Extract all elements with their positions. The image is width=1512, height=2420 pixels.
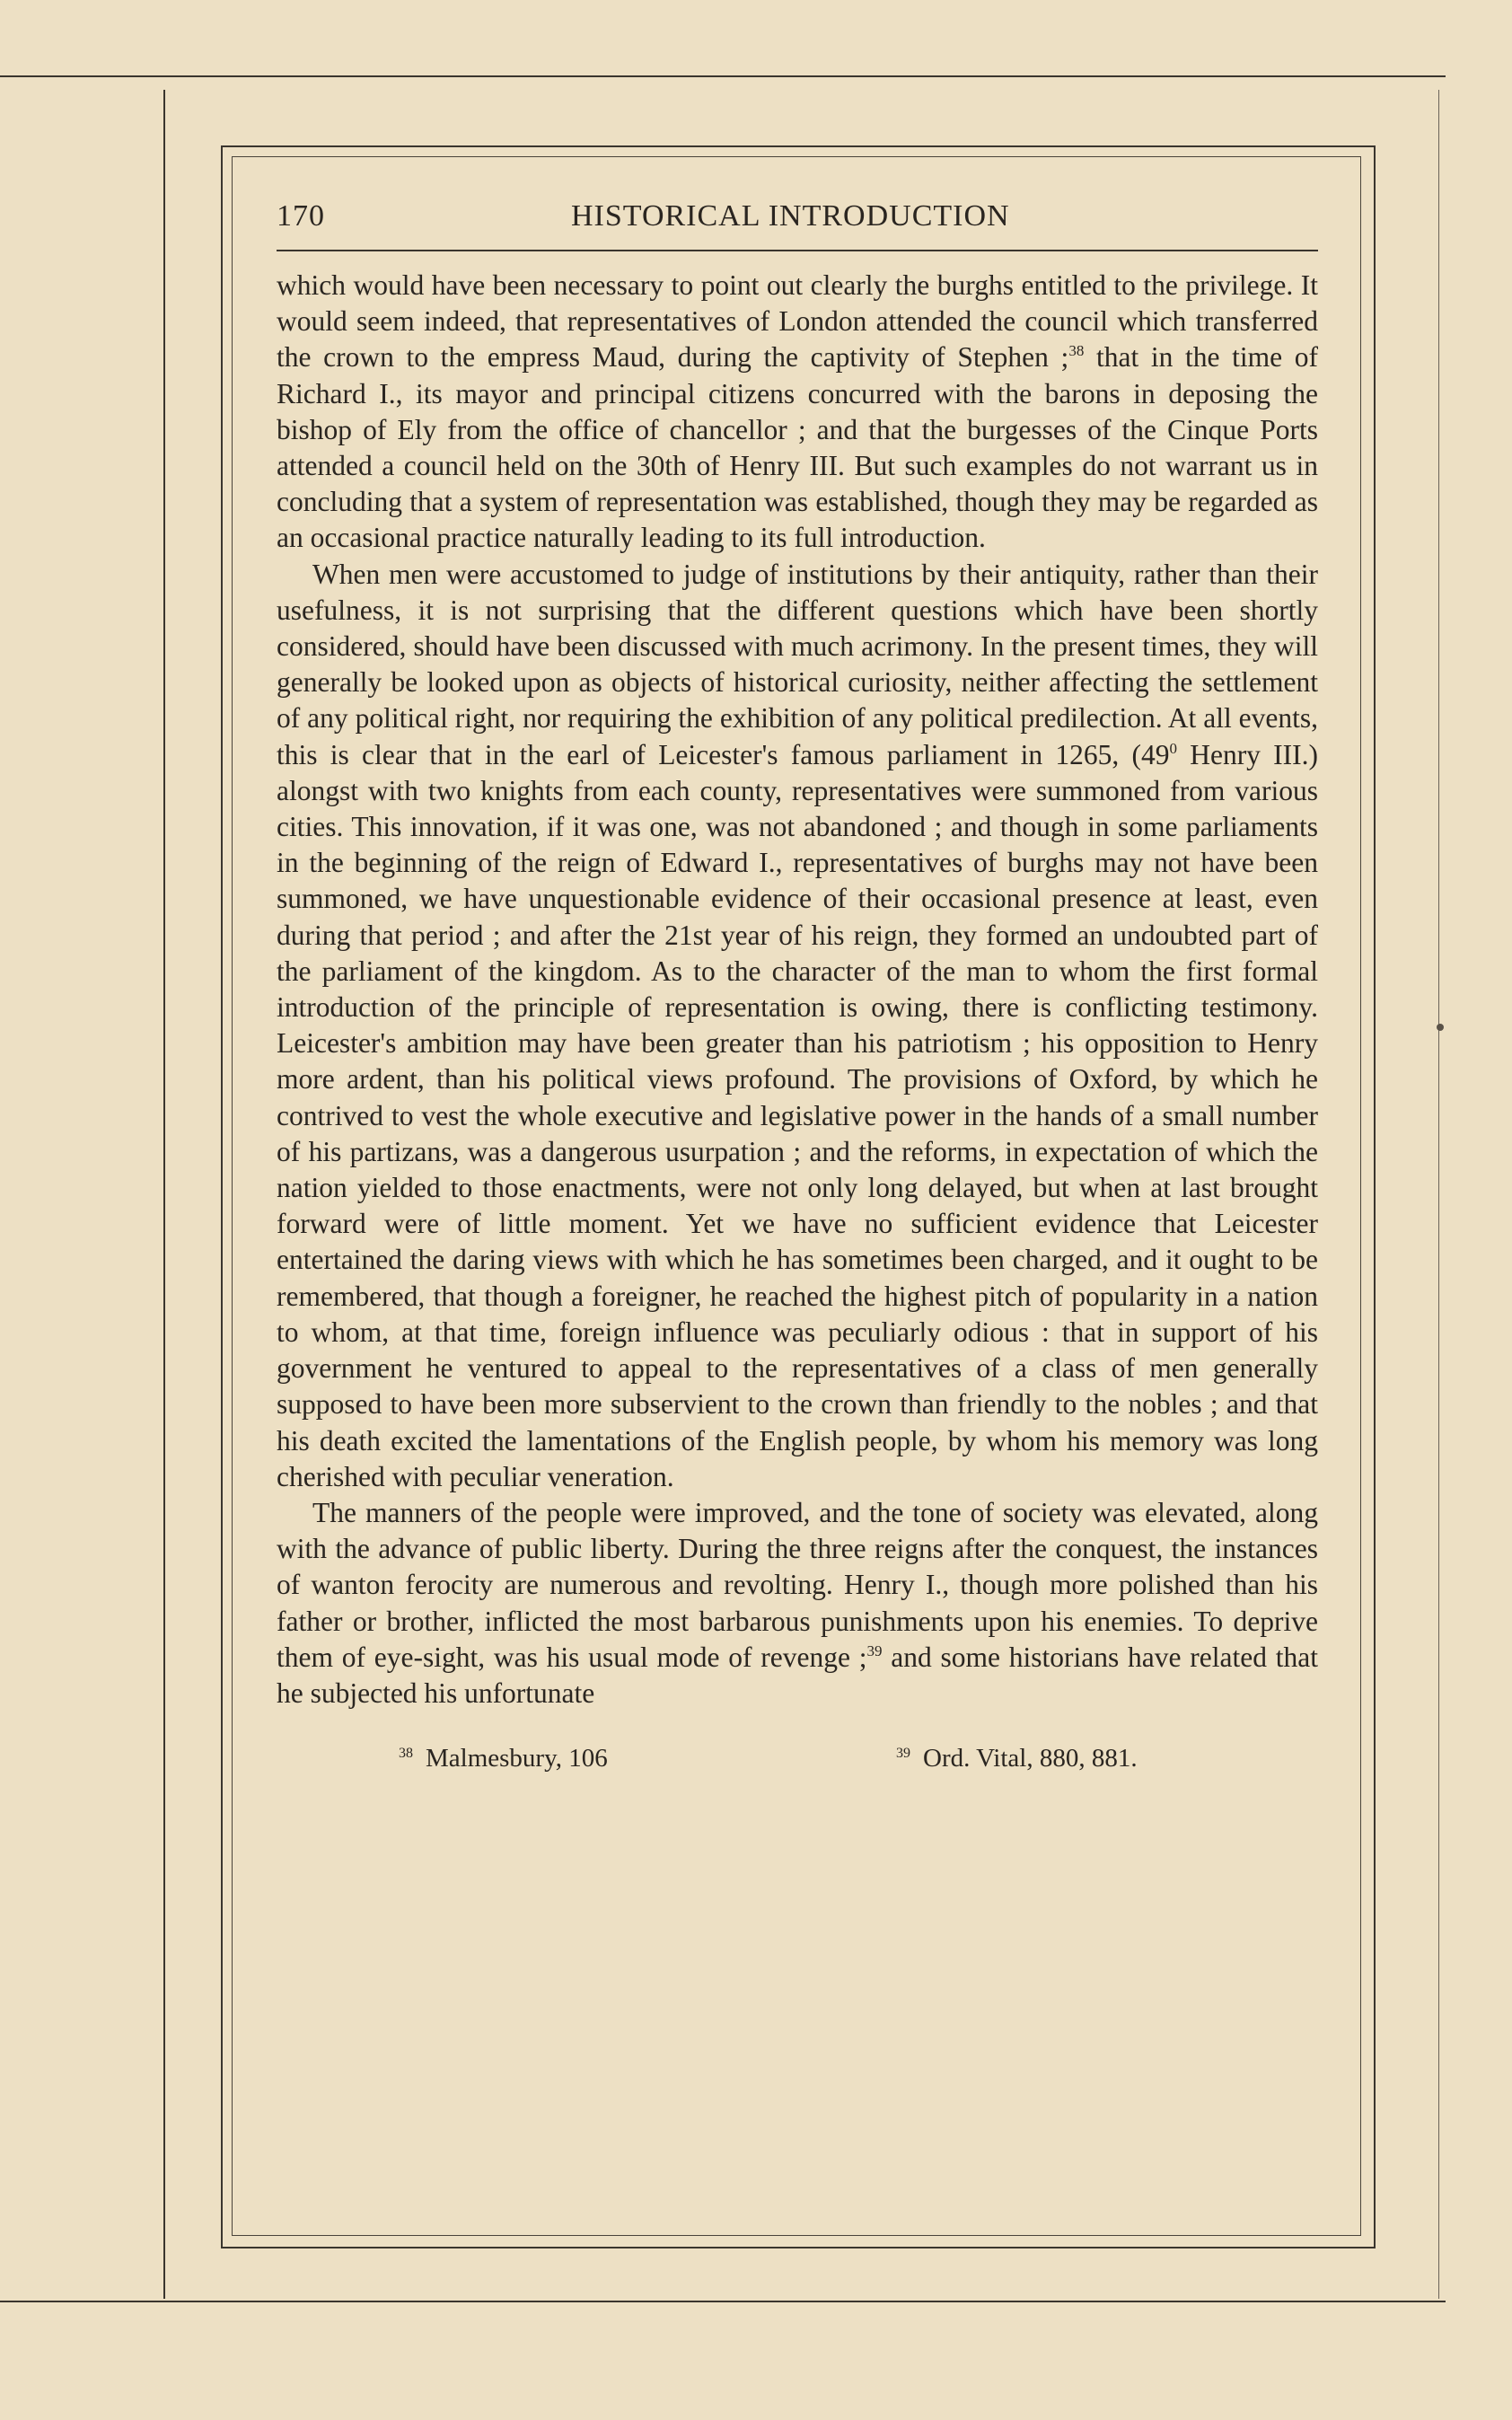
footnote-ref: 38	[1068, 342, 1085, 360]
bottom-rule	[0, 2301, 1446, 2302]
book-page	[277, 189, 1318, 1798]
top-rule	[0, 75, 1446, 77]
running-head	[277, 189, 1318, 242]
print-speck	[1437, 1024, 1444, 1031]
ordinal-mark: 0	[1169, 739, 1177, 757]
footnote: $^{38}$ Malmesbury, 106	[399, 1744, 608, 1773]
page-number: 170	[277, 199, 325, 233]
header-rule	[277, 250, 1318, 251]
running-title: HISTORICAL INTRODUCTION	[571, 199, 1010, 233]
paragraph: which would have been necessary to point out clearly the burghs entitled to the privilege. It would seem indeed, that representatives of London attended the council which transferred the crown to the empress Maud, during the captivity of Stephen ;$^{38}$ that in the time of Richard I., its mayor and principal citizens concurred with the barons in deposing the bishop of Ely from the office of chancellor ; and that the burgesses of the Cinque Ports attended a council held on the 30th of Henry III. But such examples do not warrant us in concluding that a system of representation was established, though they may be regarded as an occasional practice naturally leading to its full introduction.	[277, 269, 1318, 554]
footnote-ref: 39	[866, 1641, 883, 1659]
paragraph: The manners of the people were improved, and the tone of society was elevated, along with the advance of public liberty. During the three reigns after the conquest, the instances of wanton ferocity are numerous and revolting. Henry I., though more polished than his father or brother, inflicted the most barbarous punishments upon his enemies. To deprive them of eye-sight, was his usual mode of revenge ;$^{39}$ and some historians have related that he subjected his unfortunate	[277, 1496, 1318, 1709]
footnotes	[277, 1744, 1318, 1798]
body-text	[277, 268, 1318, 1712]
paragraph: When men were accustomed to judge of institutions by their antiquity, rather than their usefulness, it is not surprising that the different questions which have been shortly considered, should have been discussed with much acrimony. In the present times, they will generally be looked upon as objects of historical curiosity, neither affecting the settlement of any political right, nor requiring the exhibition of any political predilection. At all events, this is clear that in the earl of Leicester's famous parliament in 1265, ($49^0$ Henry III.) alongst with two knights from each county, representatives were summoned from various cities. This innovation, if it was one, was not abandoned ; and though in some parliaments in the beginning of the reign of Edward I., representatives of burghs may not have been summoned, we have unquestionable evidence of their occasional presence at least, even during that period ; and after the 21st year of his reign, they formed an undoubted part of the parliament of the kingdom. As to the character of the man to whom the first formal introduction of the principle of representation is owing, there is conflicting testimony. Leicester's ambition may have been greater than his patriotism ; his opposition to Henry more ardent, than his political views profound. The provisions of Oxford, by which he contrived to vest the whole executive and legislative power in the hands of a small number of his partizans, was a dangerous usurpation ; and the reforms, in expectation of which the nation yielded to those enactments, were not only long delayed, but when at last brought forward were of little moment. Yet we have no sufficient evidence that Leicester entertained the daring views with which he has sometimes been charged, and it ought to be remembered, that though a foreigner, he reached the highest pitch of popularity in a nation to whom, at that time, foreign influence was peculiarly odious : that in support of his government he ventured to appeal to the representatives of a class of men generally supposed to have been more subservient to the crown than friendly to the nobles ; and that his death excited the lamentations of the English people, by whom his memory was long cherished with peculiar veneration.	[277, 558, 1318, 1492]
footnote: $^{39}$ Ord. Vital, 880, 881.	[896, 1744, 1138, 1773]
